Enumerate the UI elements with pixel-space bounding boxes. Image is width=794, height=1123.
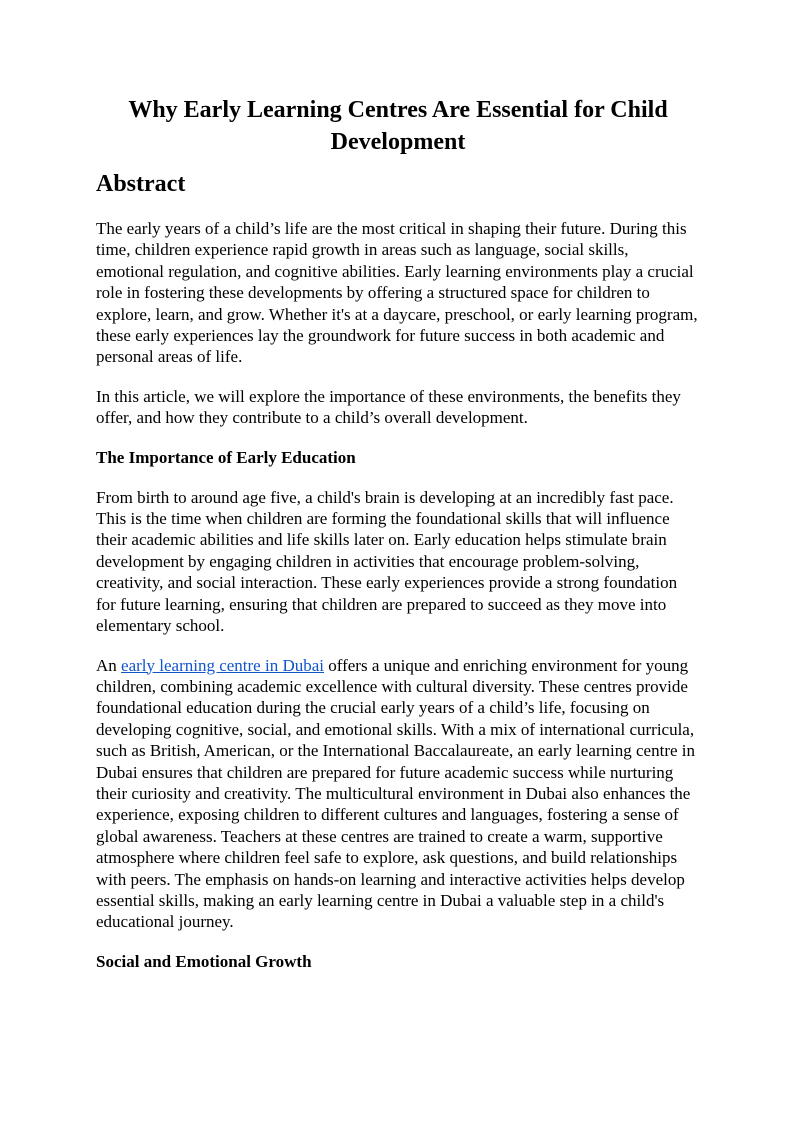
abstract-heading: Abstract [96, 171, 186, 197]
document-title: Why Early Learning Centres Are Essential for Child Development [128, 97, 668, 155]
intro-paragraph: In this article, we will explore the importance of these environments, the benefits they offer, and how they contribute to a child’s overall development. [96, 386, 681, 428]
abstract-paragraph: The early years of a child’s life are the most critical in shaping their future. During this time, children experience rapid growth in areas such as language, social skills, emotional regulation, and cognitive abilities. Early learning environments play a crucial role in fostering these developments by offering a structured space for children to explore, learn, and grow. Whether it's at a daycare, preschool, or early learning program, these early experiences lay the groundwork for future success in both academic and personal areas of life. [96, 219, 698, 367]
dubai-paragraph [96, 655, 700, 933]
importance-paragraph: From birth to around age five, a child's brain is developing at an incredibly fast pace. This is the time when children are forming the foundational skills that will influence their academic abilities and life skills later on. Early education helps stimulate brain development by engaging children in activities that encourage problem-solving, creativity, and social interaction. These early experiences provide a strong foundation for future learning, ensuring that children are prepared to succeed as they move into elementary school. [96, 487, 678, 636]
importance-heading: The Importance of Early Education [96, 447, 356, 467]
document-page [96, 94, 700, 973]
dubai-paragraph-prefix: An [96, 655, 122, 675]
early-learning-centre-link[interactable]: early learning centre in Dubai [121, 655, 324, 675]
social-emotional-heading: Social and Emotional Growth [96, 951, 312, 971]
dubai-paragraph-body: offers a unique and enriching environment for young children, combining academic excellence with cultural diversity. These centres provide foundational education during the crucial early years of a child’s life, focusing on developing cognitive, social, and emotional skills. With a mix of international curricula, such as British, American, or the International Baccalaureate, an early learning centre in Dubai ensures that children are prepared for future academic success while nurturing their curiosity and creativity. The multicultural environment in Dubai also enhances the experience, exposing children to different cultures and languages, fostering a sense of global awareness. Teachers at these centres are trained to create a warm, supportive atmosphere where children feel safe to explore, ask questions, and build relationships with peers. The emphasis on hands-on learning and interactive activities helps develop essential skills, making an early learning centre in Dubai a valuable step in a child's educational journey. [96, 655, 695, 932]
